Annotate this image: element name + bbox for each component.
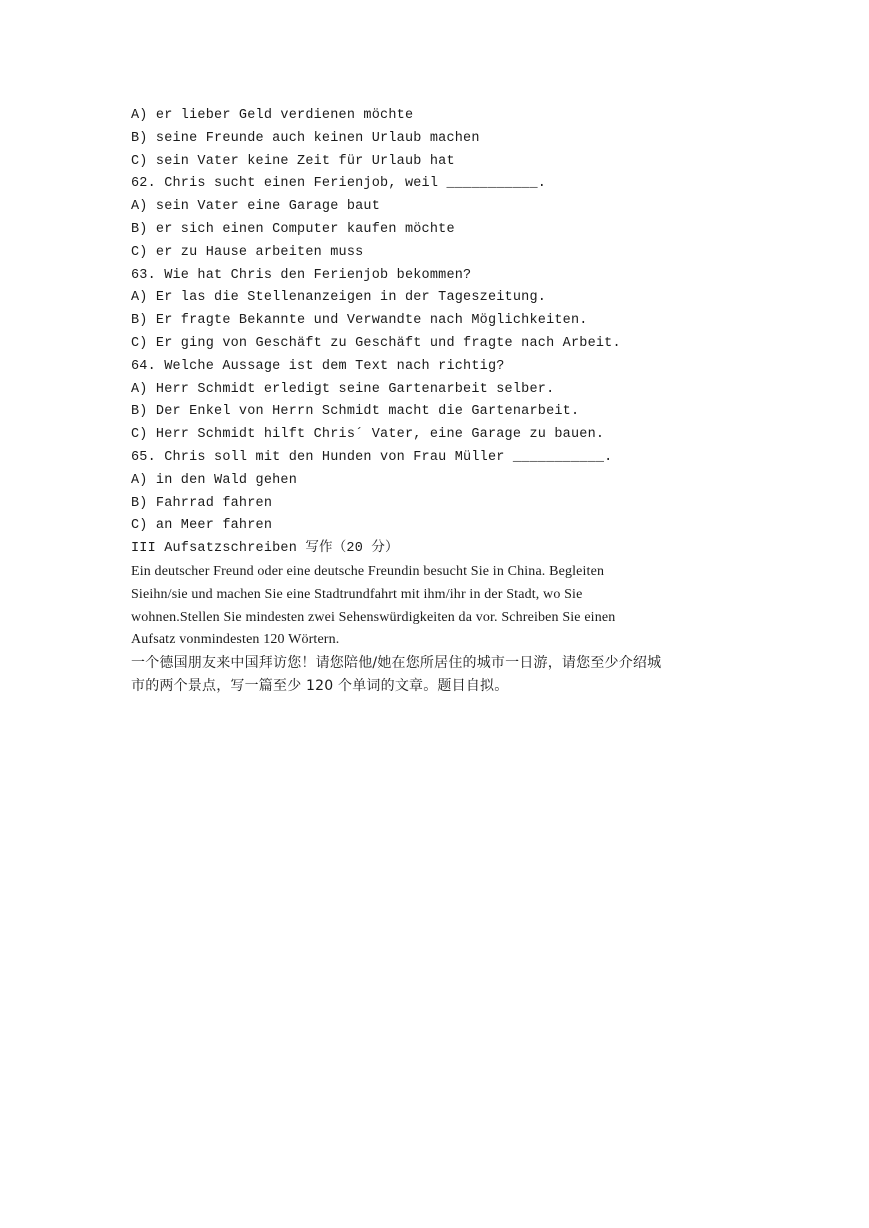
option-c-q65: C) an Meer fahren <box>131 518 273 534</box>
question-65: 65. Chris soll mit den Hunden von Frau Müller ___________. <box>131 449 613 465</box>
writing-task-line-2: Sieihn/sie und machen Sie eine Stadtrundfahrt mit ihm/ihr in der Stadt, wo Sie <box>131 586 583 602</box>
writing-task-line-3: wohnen.Stellen Sie mindesten zwei Sehenswürdigkeiten da vor. Schreiben Sie einen <box>131 609 616 625</box>
question-62: 62. Chris sucht einen Ferienjob, weil ___________. <box>131 176 547 192</box>
option-b-q64: B) Der Enkel von Herrn Schmidt macht die Gartenarbeit. <box>131 404 580 420</box>
writing-task-chinese-line-2: 市的两个景点，写一篇至少 120 个单词的文章。题目自拟。 <box>131 677 509 694</box>
option-a-q64: A) Herr Schmidt erledigt seine Gartenarbeit selber. <box>131 381 555 397</box>
document-page <box>131 105 751 698</box>
question-63: 63. Wie hat Chris den Ferienjob bekommen? <box>131 267 472 283</box>
option-a-q61: A) er lieber Geld verdienen möchte <box>131 108 414 123</box>
option-c-q61: C) sein Vater keine Zeit für Urlaub hat <box>131 153 455 169</box>
writing-task-line-1: Ein deutscher Freund oder eine deutsche Freundin besucht Sie in China. Begleiten <box>131 563 605 579</box>
option-c-q63: C) Er ging von Geschäft zu Geschäft und fragte nach Arbeit. <box>131 335 621 351</box>
writing-task-chinese-line-1: 一个德国朋友来中国拜访您！请您陪他/她在您所居住的城市一日游，请您至少介绍城 <box>131 655 662 672</box>
option-a-q63: A) Er las die Stellenanzeigen in der Tageszeitung. <box>131 290 547 306</box>
writing-task-line-4: Aufsatz vonmindesten 120 Wörtern. <box>131 632 340 648</box>
option-b-q63: B) Er fragte Bekannte und Verwandte nach Möglichkeiten. <box>131 313 588 329</box>
option-c-q64: C) Herr Schmidt hilft Chris´ Vater, eine Garage zu bauen. <box>131 427 605 443</box>
question-64: 64. Welche Aussage ist dem Text nach richtig? <box>131 358 505 374</box>
option-b-q65: B) Fahrrad fahren <box>131 495 273 511</box>
option-a-q65: A) in den Wald gehen <box>131 472 298 488</box>
option-c-q62: C) er zu Hause arbeiten muss <box>131 244 364 260</box>
option-a-q62: A) sein Vater eine Garage baut <box>131 199 381 215</box>
option-b-q61: B) seine Freunde auch keinen Urlaub machen <box>131 130 480 146</box>
section-heading-writing: III Aufsatzschreiben 写作（20 分） <box>131 541 399 557</box>
option-b-q62: B) er sich einen Computer kaufen möchte <box>131 221 455 237</box>
